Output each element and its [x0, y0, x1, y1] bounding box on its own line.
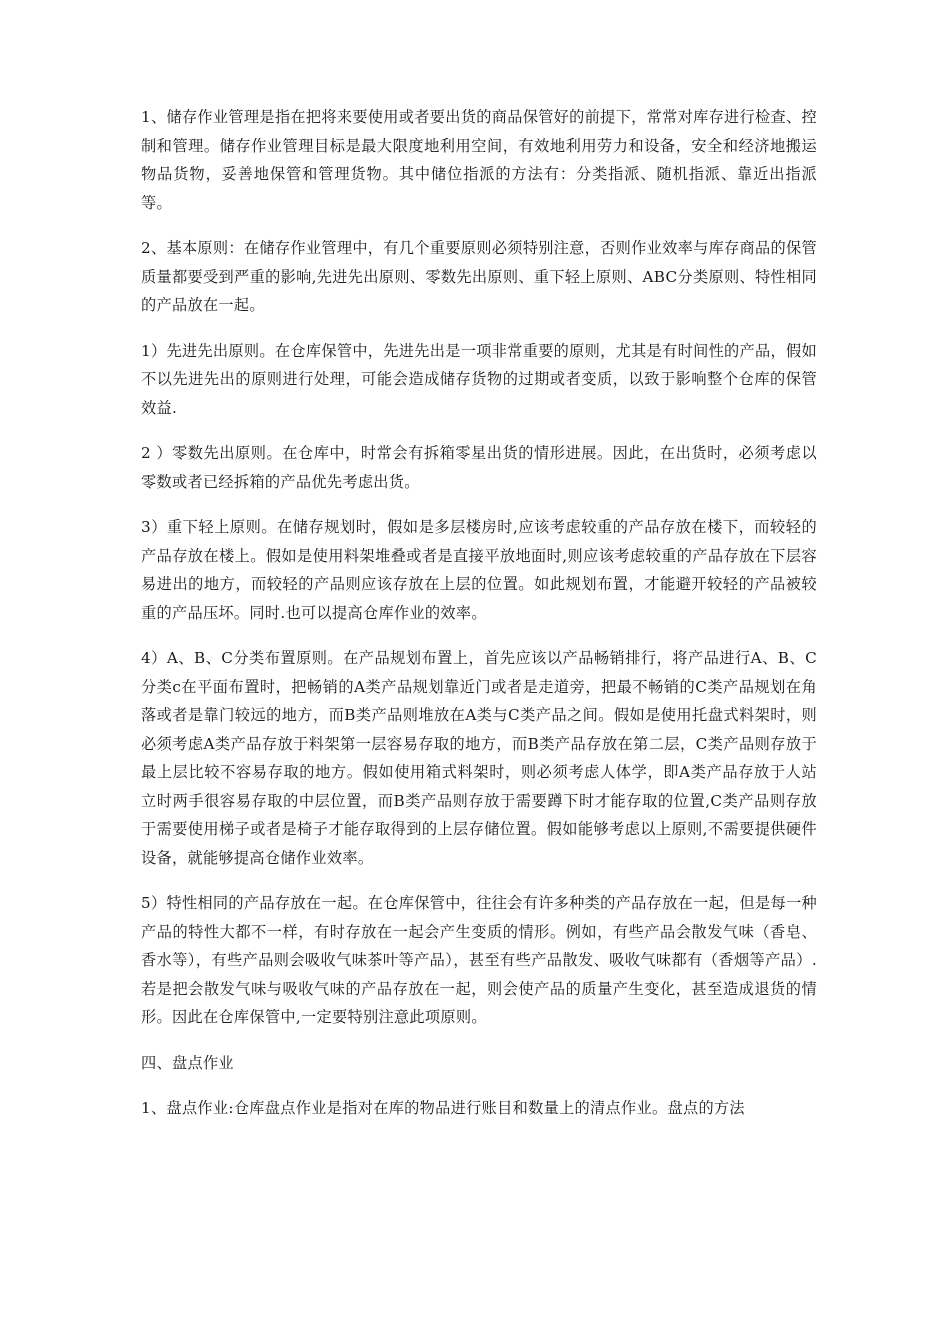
paragraph-fifo-principle: 1）先进先出原则。在仓库保管中，先进先出是一项非常重要的原则，尤其是有时间性的产品，假如不以先进先出的原则进行处理，可能会造成储存货物的过期或者变质，以致于影响整个仓库的保管效益. — [141, 341, 817, 417]
paragraph-same-properties-principle: 5）特性相同的产品存放在一起。在仓库保管中，往往会有许多种类的产品存放在一起，但是每一种产品的特性大都不一样，有时存放在一起会产生变质的情形。例如，有些产品会散发气味（香皂、香水等），有些产品则会吸收气味茶叶等产品），甚至有些产品散发、吸收气味都有（香烟等产品）.若是把会散发气味与吸收气味的产品存放在一起，则会使产品的质量产生变化，甚至造成退货的情形。因此在仓库保管中,一定要特别注意此项原则。 — [141, 894, 817, 1026]
document-page — [141, 103, 817, 1140]
paragraph-storage-management: 1、储存作业管理是指在把将来要使用或者要出货的商品保管好的前提下，常常对库存进行检查、控制和管理。储存作业管理目标是最大限度地利用空间，有效地利用劳力和设备，安全和经济地搬运物品货物，妥善地保管和管理货物。其中储位指派的方法有：分类指派、随机指派、靠近出指派等。 — [141, 108, 817, 212]
paragraph-inventory-count: 1、盘点作业:仓库盘点作业是指对在库的物品进行账目和数量上的清点作业。盘点的方法 — [141, 1099, 745, 1117]
paragraph-basic-principles: 2、基本原则：在储存作业管理中，有几个重要原则必须特别注意，否则作业效率与库存商品的保管质量都要受到严重的影响,先进先出原则、零数先出原则、重下轻上原则、ABC分类原则、特性相同的产品放在一起。 — [141, 239, 817, 314]
paragraph-odd-first-principle: 2 ）零数先出原则。在仓库中，时常会有拆箱零星出货的情形进展。因此，在出货时，必须考虑以零数或者已经拆箱的产品优先考虑出货。 — [141, 444, 817, 491]
paragraph-abc-principle: 4）A、B、C分类布置原则。在产品规划布置上，首先应该以产品畅销排行，将产品进行A、B、C分类c在平面布置时，把畅销的A类产品规划靠近门或者是走道旁，把最不畅销的C类产品规划在角落或者是靠门较远的地方，而B类产品则堆放在A类与C类产品之间。假如是使用托盘式料架时，则必须考虑A类产品存放于料架第一层容易存取的地方，而B类产品存放在第二层，C类产品则存放于最上层比较不容易存取的地方。假如使用箱式料架时，则必须考虑人体学，即A类产品存放于人站立时两手很容易存取的中层位置，而B类产品则存放于需要蹲下时才能存取的位置,C类产品则存放于需要使用梯子或者是椅子才能存取得到的上层存储位置。假如能够考虑以上原则,不需要提供硬件设备，就能够提高仓储作业效率。 — [141, 649, 817, 867]
section-heading-inventory: 四、盘点作业 — [141, 1053, 234, 1072]
paragraph-heavy-bottom-principle: 3）重下轻上原则。在储存规划时，假如是多层楼房时,应该考虑较重的产品存放在楼下，而较轻的产品存放在楼上。假如是使用料架堆叠或者是直接平放地面时,则应该考虑较重的产品存放在下层容易进出的地方，而较轻的产品则应该存放在上层的位置。如此规划布置，才能避开较轻的产品被较重的产品压坏。同时.也可以提高仓库作业的效率。 — [141, 518, 817, 622]
